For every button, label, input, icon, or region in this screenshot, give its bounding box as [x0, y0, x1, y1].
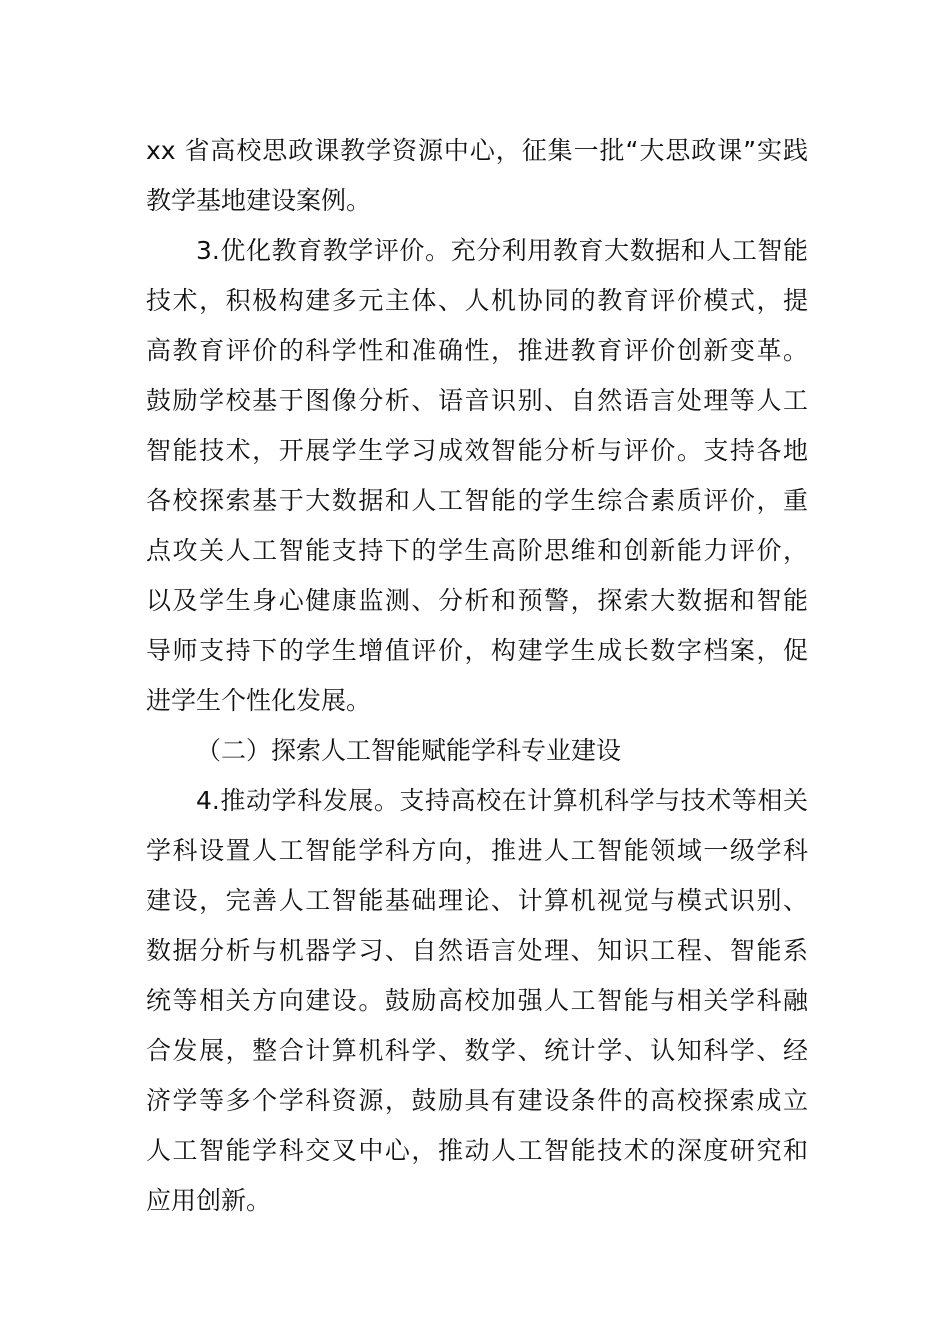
text-line: 学科设置人工智能学科方向，推进人工智能领域一级学科 — [146, 836, 808, 865]
paragraph-4 — [146, 776, 808, 1226]
text-line: 高教育评价的科学性和准确性，推进教育评价创新变革。 — [146, 336, 808, 365]
document-body — [146, 126, 808, 1226]
text-line: 济学等多个学科资源，鼓励具有建设条件的高校探索成立 — [146, 1086, 808, 1115]
text-line: xx 省高校思政课教学资源中心，征集一批“大思政课”实践 — [146, 136, 808, 165]
text-line: 建设，完善人工智能基础理论、计算机视觉与模式识别、 — [146, 886, 808, 915]
text-line: 应用创新。 — [146, 1186, 272, 1215]
text-line: 3.优化教育教学评价。充分利用教育大数据和人工智能 — [196, 236, 808, 265]
text-line: 以及学生身心健康监测、分析和预警，探索大数据和智能 — [146, 586, 808, 615]
text-line: 技术，积极构建多元主体、人机协同的教育评价模式，提 — [146, 286, 808, 315]
paragraph-3 — [146, 226, 808, 726]
text-line: 统等相关方向建设。鼓励高校加强人工智能与相关学科融 — [146, 986, 808, 1015]
text-line: 合发展，整合计算机科学、数学、统计学、认知科学、经 — [146, 1036, 808, 1065]
text-line: 人工智能学科交叉中心，推动人工智能技术的深度研究和 — [146, 1136, 808, 1165]
section-heading: （二）探索人工智能赋能学科专业建设 — [196, 736, 622, 765]
text-line: 4.推动学科发展。支持高校在计算机科学与技术等相关 — [196, 786, 808, 815]
text-line: 各校探索基于大数据和人工智能的学生综合素质评价，重 — [146, 486, 808, 515]
text-line: 数据分析与机器学习、自然语言处理、知识工程、智能系 — [146, 936, 808, 965]
text-line: 教学基地建设案例。 — [146, 186, 372, 215]
paragraph-intro-end — [146, 126, 808, 226]
text-line: 点攻关人工智能支持下的学生高阶思维和创新能力评价， — [146, 536, 808, 565]
text-line: 智能技术，开展学生学习成效智能分析与评价。支持各地 — [146, 436, 808, 465]
text-line: 鼓励学校基于图像分析、语音识别、自然语言处理等人工 — [146, 386, 808, 415]
text-line: 导师支持下的学生增值评价，构建学生成长数字档案，促 — [146, 636, 808, 665]
text-line: 进学生个性化发展。 — [146, 686, 372, 715]
